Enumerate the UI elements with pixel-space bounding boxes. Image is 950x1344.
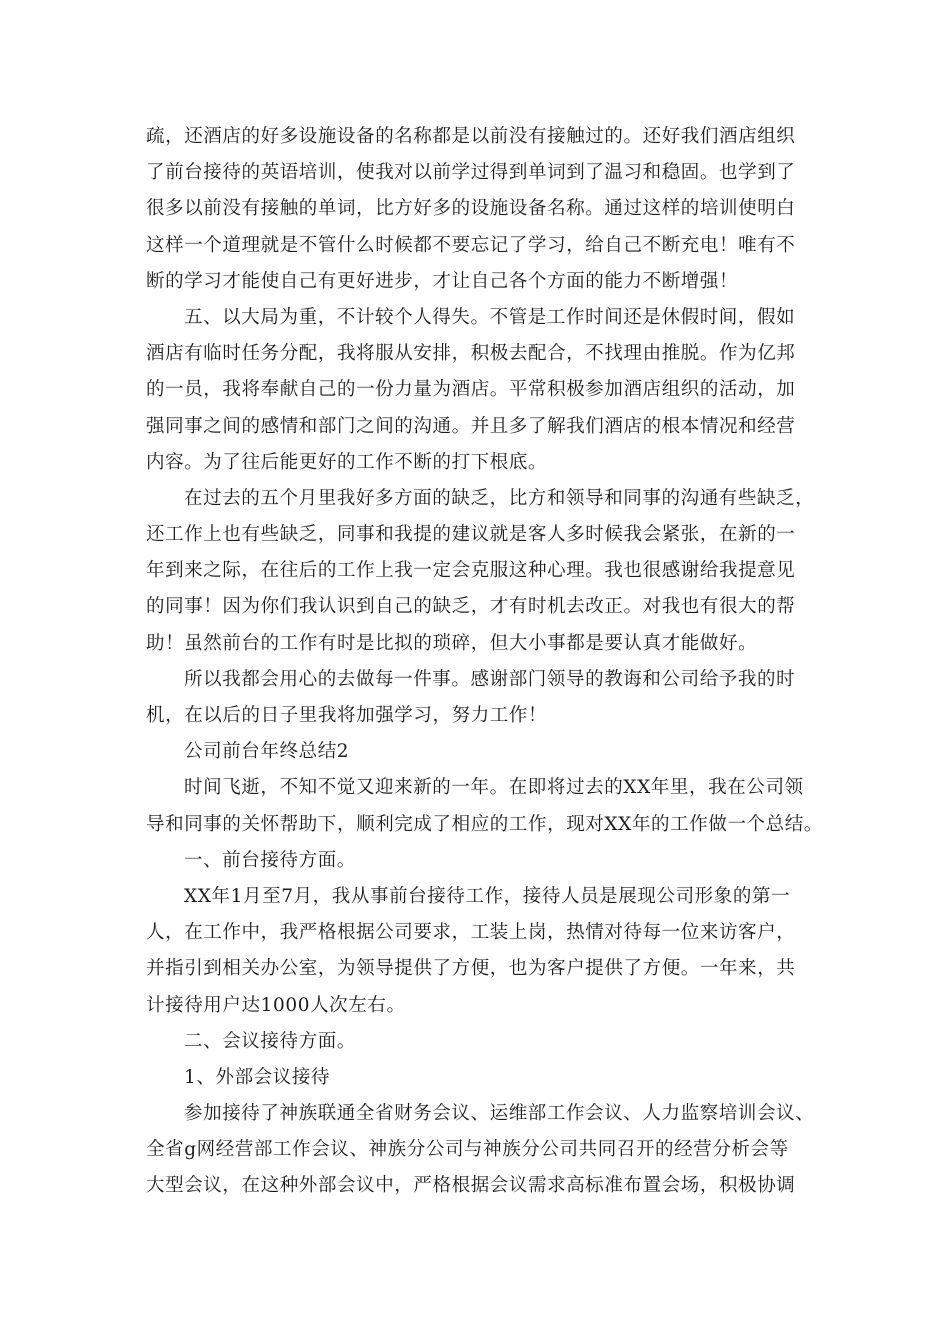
paragraph-start-line: XX年1月至7月，我从事前台接待工作，接待人员是展现公司形象的第一 — [184, 885, 791, 907]
text-line: 的同事！因为你们我认识到自己的缺乏，才有时机去改正。对我也有很大的帮 — [146, 596, 796, 618]
subsection-heading: 一、前台接待方面。 — [184, 849, 356, 871]
text-line: 人，在工作中，我严格根据公司要求，工装上岗，热情对待每一位来访客户， — [146, 922, 796, 944]
text-line: 很多以前没有接触的单词，比方好多的设施设备名称。通过这样的培训使明白 — [146, 198, 796, 220]
subsection-heading: 1、外部会议接待 — [184, 1066, 331, 1088]
text-line: 酒店有临时任务分配，我将服从安排，积极去配合，不找理由推脱。作为亿邦 — [146, 343, 796, 365]
text-line: 还工作上也有些缺乏，同事和我提的建议就是客人多时候我会紧张，在新的一 — [146, 524, 796, 546]
text-line: 强同事之间的感情和部门之间的沟通。并且多了解我们酒店的根本情况和经营 — [146, 415, 796, 437]
text-line: 断的学习才能使自己有更好进步，才让自己各个方面的能力不断增强！ — [146, 270, 739, 292]
text-line: 内容。为了往后能更好的工作不断的打下根底。 — [146, 451, 548, 473]
paragraph-start-line: 五、以大局为重，不计较个人得失。不管是工作时间还是休假时间，假如 — [184, 306, 796, 328]
document-body — [146, 119, 823, 1205]
paragraph-start-line: 参加接待了神族联通全省财务会议、运维部工作会议、人力监察培训会议、 — [184, 1103, 815, 1125]
text-line: 导和同事的关怀帮助下，顺利完成了相应的工作，现对XX年的工作做一个总结。 — [146, 813, 823, 835]
text-line: 了前台接待的英语培训，使我对以前学过得到单词到了温习和稳固。也学到了 — [146, 162, 796, 184]
text-line: 并指引到相关办公室，为领导提供了方便，也为客户提供了方便。一年来，共 — [146, 958, 796, 980]
subsection-heading: 二、会议接待方面。 — [184, 1030, 356, 1052]
text-line: 全省g网经营部工作会议、神族分公司与神族分公司共同召开的经营分析会等 — [146, 1139, 789, 1161]
text-line: 大型会议，在这种外部会议中，严格根据会议需求高标准布置会场，积极协调 — [146, 1175, 796, 1197]
text-line: 这样一个道理就是不管什么时候都不要忘记了学习，给自己不断充电！唯有不 — [146, 234, 796, 256]
text-line: 的一员，我将奉献自己的一份力量为酒店。平常积极参加酒店组织的活动，加 — [146, 379, 796, 401]
text-line: 疏，还酒店的好多设施设备的名称都是以前没有接触过的。还好我们酒店组织 — [146, 126, 796, 147]
paragraph-start-line: 在过去的五个月里我好多方面的缺乏，比方和领导和同事的沟通有些缺乏， — [184, 487, 815, 509]
text-line: 年到来之际，在往后的工作上我一定会克服这种心理。我也很感谢给我提意见 — [146, 560, 796, 582]
section-title: 公司前台年终总结2 — [184, 741, 350, 763]
text-line: 计接待用户达1000人次左右。 — [146, 994, 406, 1016]
text-line: 助！虽然前台的工作有时是比拟的琐碎，但大小事都是要认真才能做好。 — [146, 632, 758, 654]
text-line: 机，在以后的日子里我将加强学习，努力工作！ — [146, 705, 548, 726]
paragraph-start-line: 所以我都会用心的去做每一件事。感谢部门领导的教诲和公司给予我的时 — [184, 668, 796, 690]
paragraph-start-line: 时间飞逝，不知不觉又迎来新的一年。在即将过去的XX年里，我在公司领 — [184, 777, 804, 799]
